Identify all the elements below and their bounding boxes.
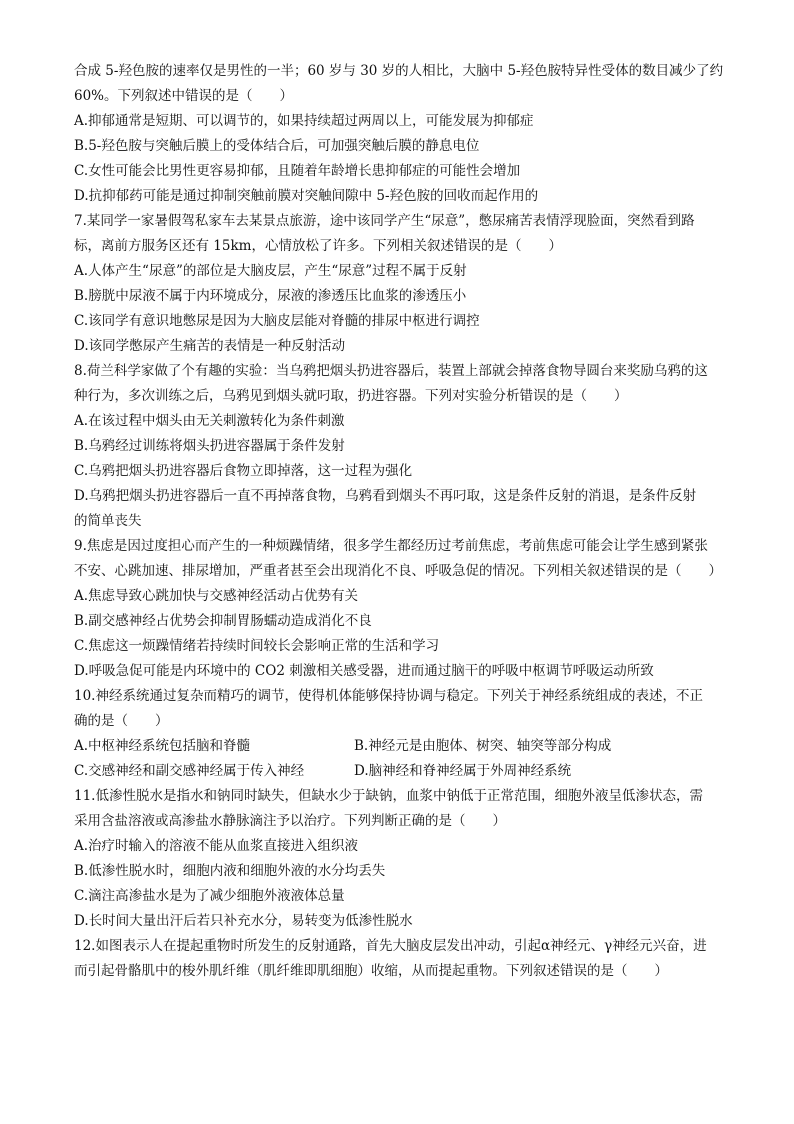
q8-line-2: 种行为，多次训练之后，乌鸦见到烟头就叼取，扔进容器。下列对实验分析错误的是（ ） [74,388,628,404]
q8-option-d: D.乌鸦把烟头扔进容器后一直不再掉落食物，乌鸦看到烟头不再叼取，这是条件反射的消退，是条件反射 [74,488,697,504]
q7-option-b: B.膀胱中尿液不属于内环境成分，尿液的渗透压比血浆的渗透压小 [74,288,467,304]
intro-option-c: C.女性可能会比男性更容易抑郁，且随着年龄增长患抑郁症的可能性会增加 [74,163,521,179]
q12-line-1: 12.如图表示人在提起重物时所发生的反射通路，首先大脑皮层发出冲动，引起α神经元、γ神经元兴奋，进 [74,938,707,954]
q11-line-1: 11.低渗性脱水是指水和钠同时缺失，但缺水少于缺钠，血浆中钠低于正常范围，细胞外液呈低渗状态，需 [74,788,703,804]
q12-line-2: 而引起骨骼肌中的梭外肌纤维（肌纤维即肌细胞）收缩，从而提起重物。下列叙述错误的是（ ） [74,963,668,979]
q9-line-2: 不安、心跳加速、排尿增加，严重者甚至会出现消化不良、呼吸急促的情况。下列相关叙述错误的是（ ） [74,563,722,579]
q11-option-c: C.滴注高渗盐水是为了减少细胞外液液体总量 [74,888,345,904]
q11-option-b: B.低渗性脱水时，细胞内液和细胞外液的水分均丢失 [74,863,386,879]
q9-line-1: 9.焦虑是因过度担心而产生的一种烦躁情绪，很多学生都经历过考前焦虑，考前焦虑可能会让学生感到紧张 [74,538,708,554]
q10-option-a: A.中枢神经系统包括脑和脊髓 [74,738,251,754]
q10-line-1: 10.神经系统通过复杂而精巧的调节，使得机体能够保持协调与稳定。下列关于神经系统组成的表述，不正 [74,688,703,704]
q7-option-a: A.人体产生“尿意”的部位是大脑皮层，产生“尿意”过程不属于反射 [74,263,467,279]
intro-option-d: D.抗抑郁药可能是通过抑制突触前膜对突触间隙中 5-羟色胺的回收而起作用的 [74,188,539,204]
q8-option-b: B.乌鸦经过训练将烟头扔进容器属于条件发射 [74,438,345,454]
q8-option-a: A.在该过程中烟头由无关刺激转化为条件刺激 [74,413,345,429]
q9-option-d: D.呼吸急促可能是内环境中的 CO2 刺激相关感受器，进而通过脑干的呼吸中枢调节呼吸运动所致 [74,663,654,679]
q11-line-2: 采用含盐溶液或高渗盐水静脉滴注予以治疗。下列判断正确的是（ ） [74,813,506,829]
q9-option-b: B.副交感神经占优势会抑制胃肠蠕动造成消化不良 [74,613,372,629]
q9-option-c: C.焦虑这一烦躁情绪若持续时间较长会影响正常的生活和学习 [74,638,440,654]
q7-option-d: D.该同学憋尿产生痛苦的表情是一种反射活动 [74,338,346,354]
q10-options-row-2 [74,759,724,784]
q10-option-d: D.脑神经和脊神经属于外周神经系统 [354,763,572,779]
exam-page [74,59,724,984]
q7-line-1: 7.某同学一家暑假驾私家车去某景点旅游，途中该同学产生“尿意”，憋尿痛苦表情浮现脸面，突然看到路 [74,213,695,229]
intro-line-2: 60%。下列叙述中错误的是（ ） [74,88,294,104]
q8-line-1: 8.荷兰科学家做了个有趣的实验：当乌鸦把烟头扔进容器后，装置上部就会掉落食物导圆台来奖励乌鸦的这 [74,363,708,379]
intro-line-1: 合成 5-羟色胺的速率仅是男性的一半；60 岁与 30 岁的人相比，大脑中 5-羟色胺特异性受体的数目减少了约 [74,63,724,79]
q11-option-d: D.长时间大量出汗后若只补充水分，易转变为低渗性脱水 [74,913,413,929]
q11-option-a: A.治疗时输入的溶液不能从血浆直接进入组织液 [74,838,359,854]
q7-option-c: C.该同学有意识地憋尿是因为大脑皮层能对脊髓的排尿中枢进行调控 [74,313,480,329]
intro-option-b: B.5-羟色胺与突触后膜上的受体结合后，可加强突触后膜的静息电位 [74,138,480,154]
q10-line-2: 确的是（ ） [74,713,169,729]
q8-option-d-cont: 的简单丧失 [74,513,142,529]
q7-line-2: 标，离前方服务区还有 15km，心情放松了许多。下列相关叙述错误的是（ ） [74,238,562,254]
q8-option-c: C.乌鸦把烟头扔进容器后食物立即掉落，这一过程为强化 [74,463,413,479]
intro-option-a: A.抑郁通常是短期、可以调节的，如果持续超过两周以上，可能发展为抑郁症 [74,113,534,129]
q10-options-row-1 [74,734,724,759]
q10-option-b: B.神经元是由胞体、树突、轴突等部分构成 [354,738,612,754]
q10-option-c: C.交感神经和副交感神经属于传入神经 [74,763,305,779]
q9-option-a: A.焦虑导致心跳加快与交感神经活动占优势有关 [74,588,359,604]
